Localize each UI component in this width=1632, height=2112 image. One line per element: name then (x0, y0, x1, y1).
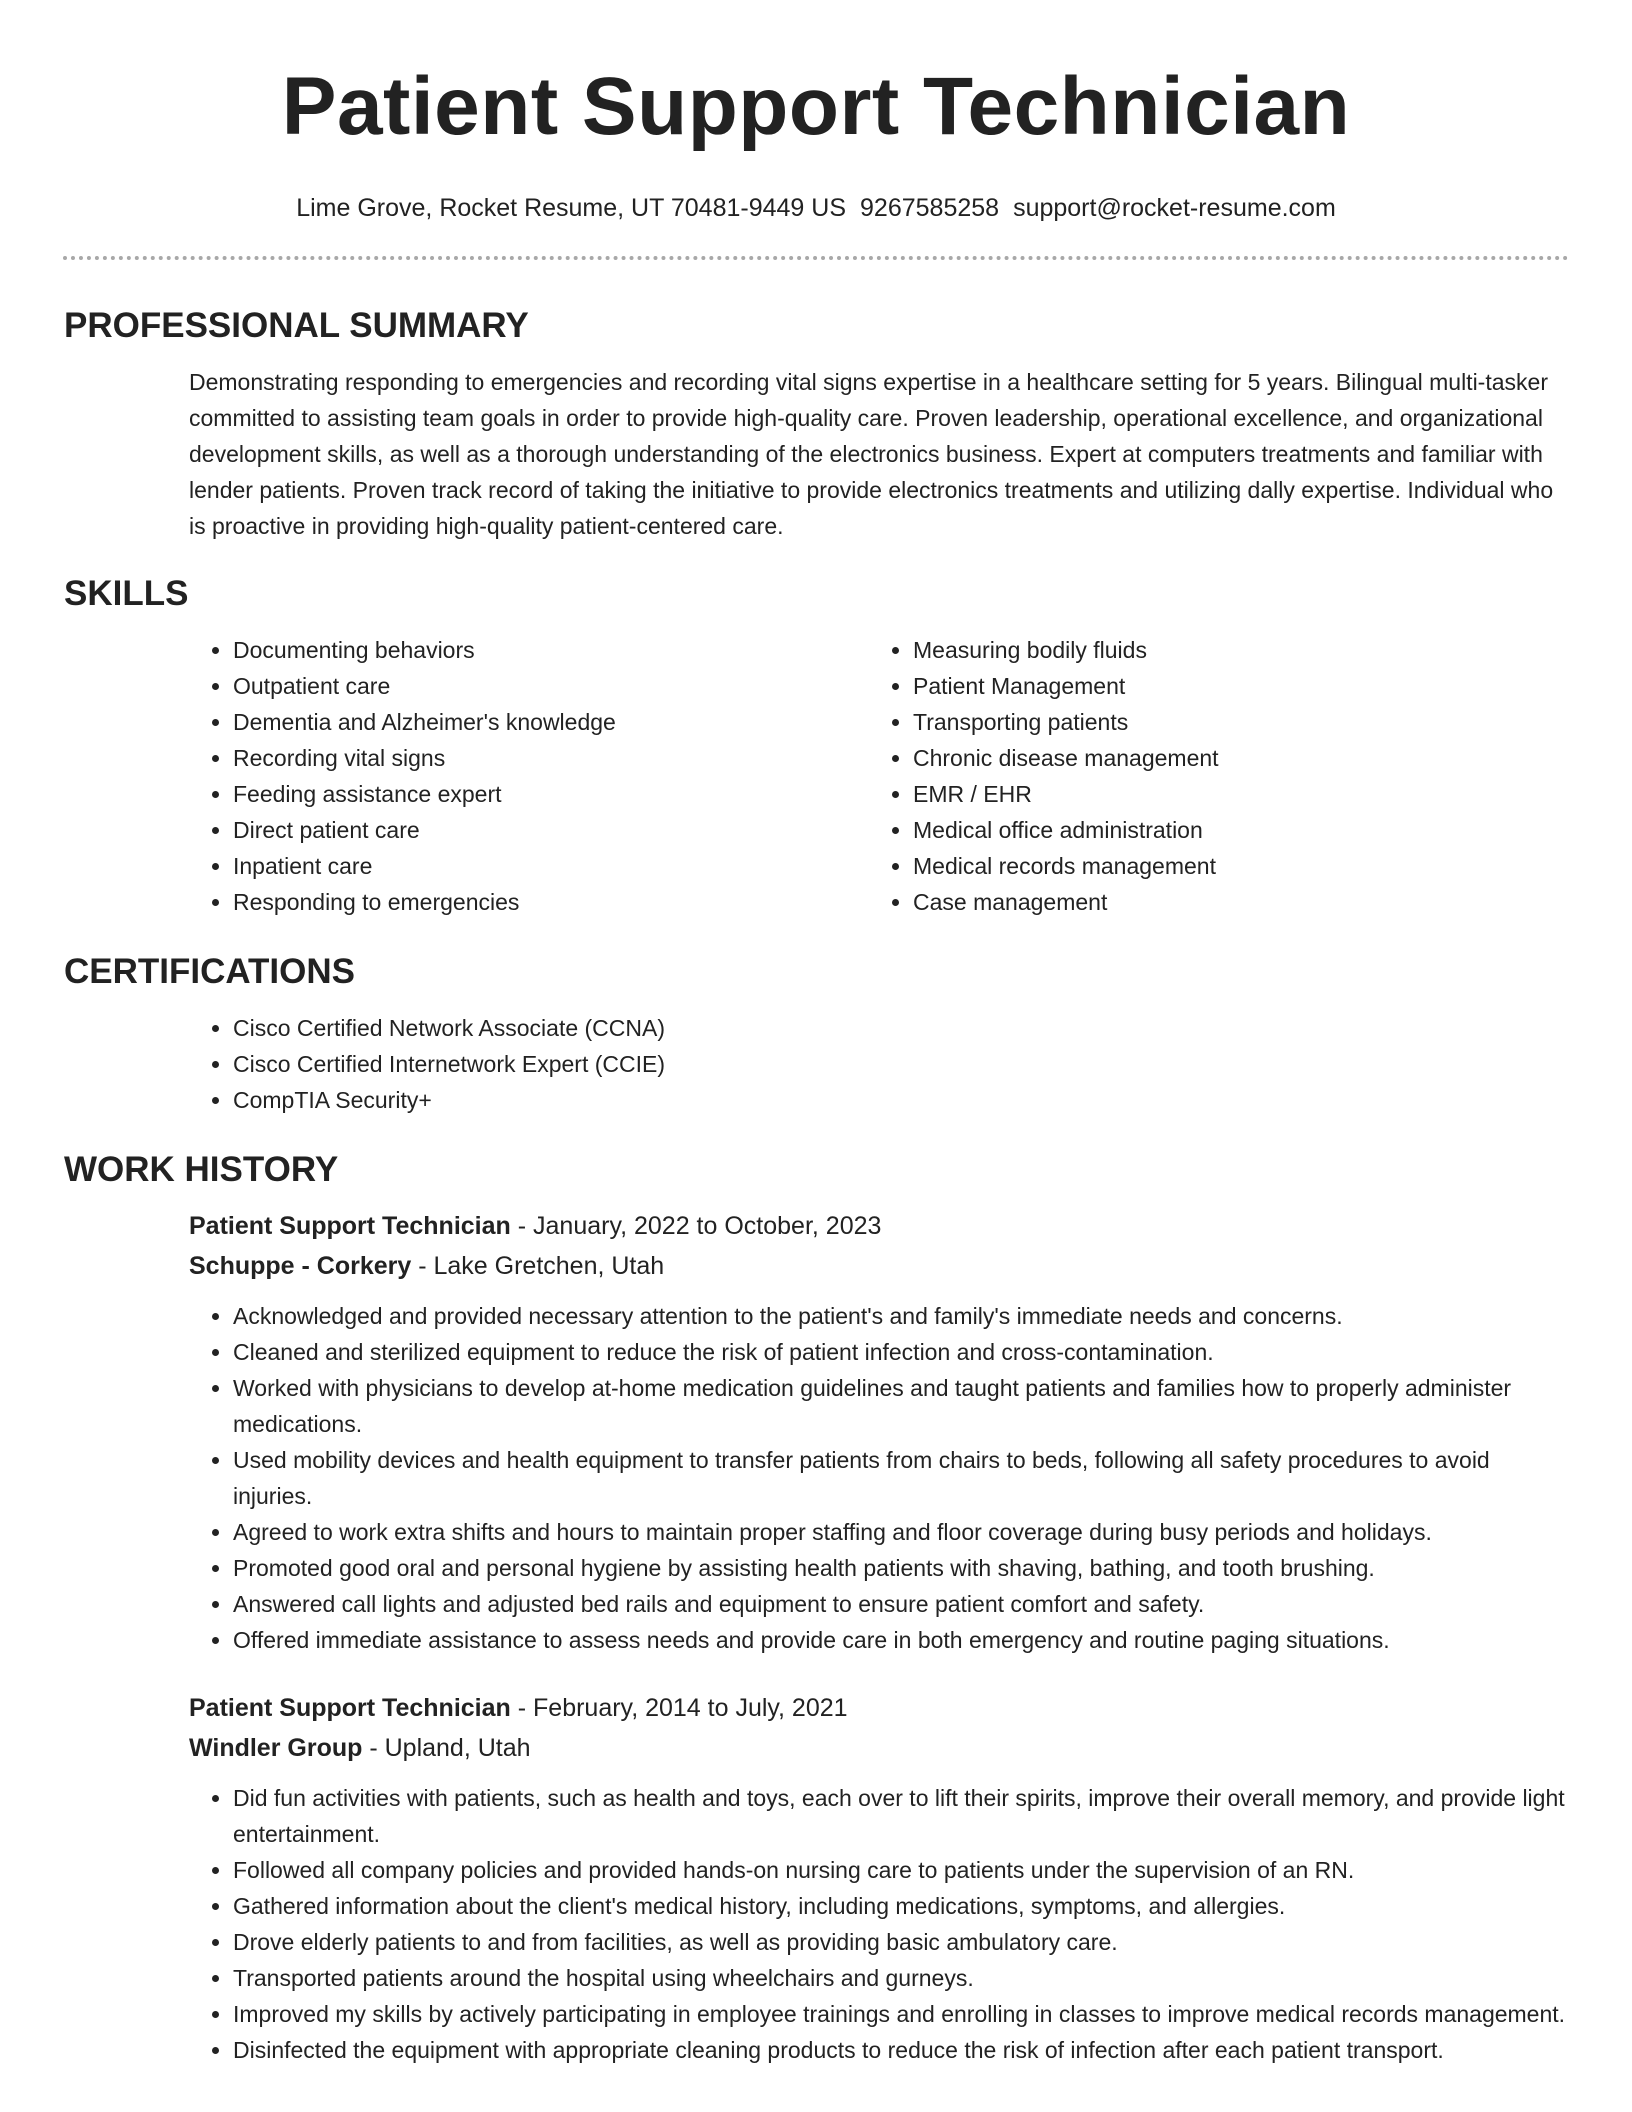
job-entry (189, 1688, 1569, 2068)
skills-heading: SKILLS (64, 574, 189, 613)
address-text: Lime Grove, Rocket Resume, UT 70481-9449 US (296, 194, 847, 222)
skill-item: • Direct patient care (233, 812, 869, 848)
job-bullets (189, 1780, 1569, 2068)
certification-item: • Cisco Certified Network Associate (CCNA) (233, 1010, 1569, 1046)
skills-grid (189, 632, 1569, 920)
job-bullet: • Offered immediate assistance to assess needs and provide care in both emergency and routine paging situations. (233, 1622, 1569, 1658)
work-history-heading: WORK HISTORY (64, 1150, 339, 1189)
job-location: - Lake Gretchen, Utah (411, 1252, 665, 1280)
certifications-heading: CERTIFICATIONS (64, 952, 356, 991)
job-bullet: • Transported patients around the hospital using wheelchairs and gurneys. (233, 1960, 1569, 1996)
certification-item: • CompTIA Security+ (233, 1082, 1569, 1118)
job-location: - Upland, Utah (362, 1734, 531, 1762)
job-bullet: • Answered call lights and adjusted bed rails and equipment to ensure patient comfort and safety. (233, 1586, 1569, 1622)
skill-item: • Medical records management (913, 848, 1549, 884)
phone-text: 9267585258 (860, 194, 1000, 222)
job-bullet: • Used mobility devices and health equipment to transfer patients from chairs to beds, following all safety procedures to avoid injuries. (233, 1442, 1569, 1514)
job-bullet: • Did fun activities with patients, such as health and toys, each over to lift their spirits, improve their overall memory, and provide light entertainment. (233, 1780, 1569, 1852)
job-bullet: • Promoted good oral and personal hygiene by assisting health patients with shaving, bathing, and tooth brushing. (233, 1550, 1569, 1586)
skill-item: • Inpatient care (233, 848, 869, 884)
skill-item: • Medical office administration (913, 812, 1549, 848)
job-entry (189, 1206, 1569, 1658)
skill-item: • Documenting behaviors (233, 632, 869, 668)
skill-item: • Feeding assistance expert (233, 776, 869, 812)
job-company-line (189, 1246, 1569, 1286)
job-company-line (189, 1728, 1569, 1768)
skill-item: • Patient Management (913, 668, 1549, 704)
skill-item: • Measuring bodily fluids (913, 632, 1549, 668)
job-bullet: • Disinfected the equipment with appropriate cleaning products to reduce the risk of infection after each patient transport. (233, 2032, 1569, 2068)
summary-heading: PROFESSIONAL SUMMARY (64, 306, 529, 345)
job-role: Patient Support Technician (189, 1694, 511, 1722)
job-bullet: • Cleaned and sterilized equipment to reduce the risk of patient infection and cross-contamination. (233, 1334, 1569, 1370)
job-bullet: • Worked with physicians to develop at-home medication guidelines and taught patients and families how to properly administer medications. (233, 1370, 1569, 1442)
skill-item: • Recording vital signs (233, 740, 869, 776)
skill-item: • Chronic disease management (913, 740, 1549, 776)
skills-right-column (869, 632, 1549, 920)
skill-item: • Outpatient care (233, 668, 869, 704)
contact-line (0, 190, 1632, 226)
skills-left-column (189, 632, 869, 920)
skill-item: • Dementia and Alzheimer's knowledge (233, 704, 869, 740)
summary-text: Demonstrating responding to emergencies and recording vital signs expertise in a healthcare setting for 5 years. Bilingual multi-tasker committed to assisting team goals in order to provide high-quality care. Proven leadership, operational excellence, and organizational development skills, as well as a thorough understanding of the electronics business. Expert at computers treatments and familiar with lender patients. Proven track record of taking the initiative to provide electronics treatments and utilizing dally expertise. Individual who is proactive in providing high-quality patient-centered care. (189, 369, 1554, 539)
job-bullet: • Gathered information about the client's medical history, including medications, symptoms, and allergies. (233, 1888, 1569, 1924)
skill-item: • Case management (913, 884, 1549, 920)
job-bullet: • Drove elderly patients to and from facilities, as well as providing basic ambulatory care. (233, 1924, 1569, 1960)
job-dates: - January, 2022 to October, 2023 (510, 1212, 882, 1240)
skill-item: • EMR / EHR (913, 776, 1549, 812)
job-dates: - February, 2014 to July, 2021 (510, 1694, 848, 1722)
skill-item: • Responding to emergencies (233, 884, 869, 920)
certifications-list (189, 1010, 1569, 1118)
job-bullet: • Followed all company policies and provided hands-on nursing care to patients under the supervision of an RN. (233, 1852, 1569, 1888)
candidate-name: Patient Support Technician (281, 61, 1351, 152)
job-bullet: • Improved my skills by actively participating in employee trainings and enrolling in classes to improve medical records management. (233, 1996, 1569, 2032)
job-company: Schuppe - Corkery (189, 1252, 412, 1280)
job-title-line (189, 1688, 1569, 1728)
job-title-line (189, 1206, 1569, 1246)
job-role: Patient Support Technician (189, 1212, 511, 1240)
certification-item: • Cisco Certified Internetwork Expert (CCIE) (233, 1046, 1569, 1082)
job-bullets (189, 1298, 1569, 1658)
header-divider (63, 256, 1569, 260)
job-bullet: • Agreed to work extra shifts and hours to maintain proper staffing and floor coverage during busy periods and holidays. (233, 1514, 1569, 1550)
job-bullet: • Acknowledged and provided necessary attention to the patient's and family's immediate needs and concerns. (233, 1298, 1569, 1334)
skill-item: • Transporting patients (913, 704, 1549, 740)
email-text: support@rocket-resume.com (1013, 194, 1336, 222)
job-company: Windler Group (189, 1734, 363, 1762)
